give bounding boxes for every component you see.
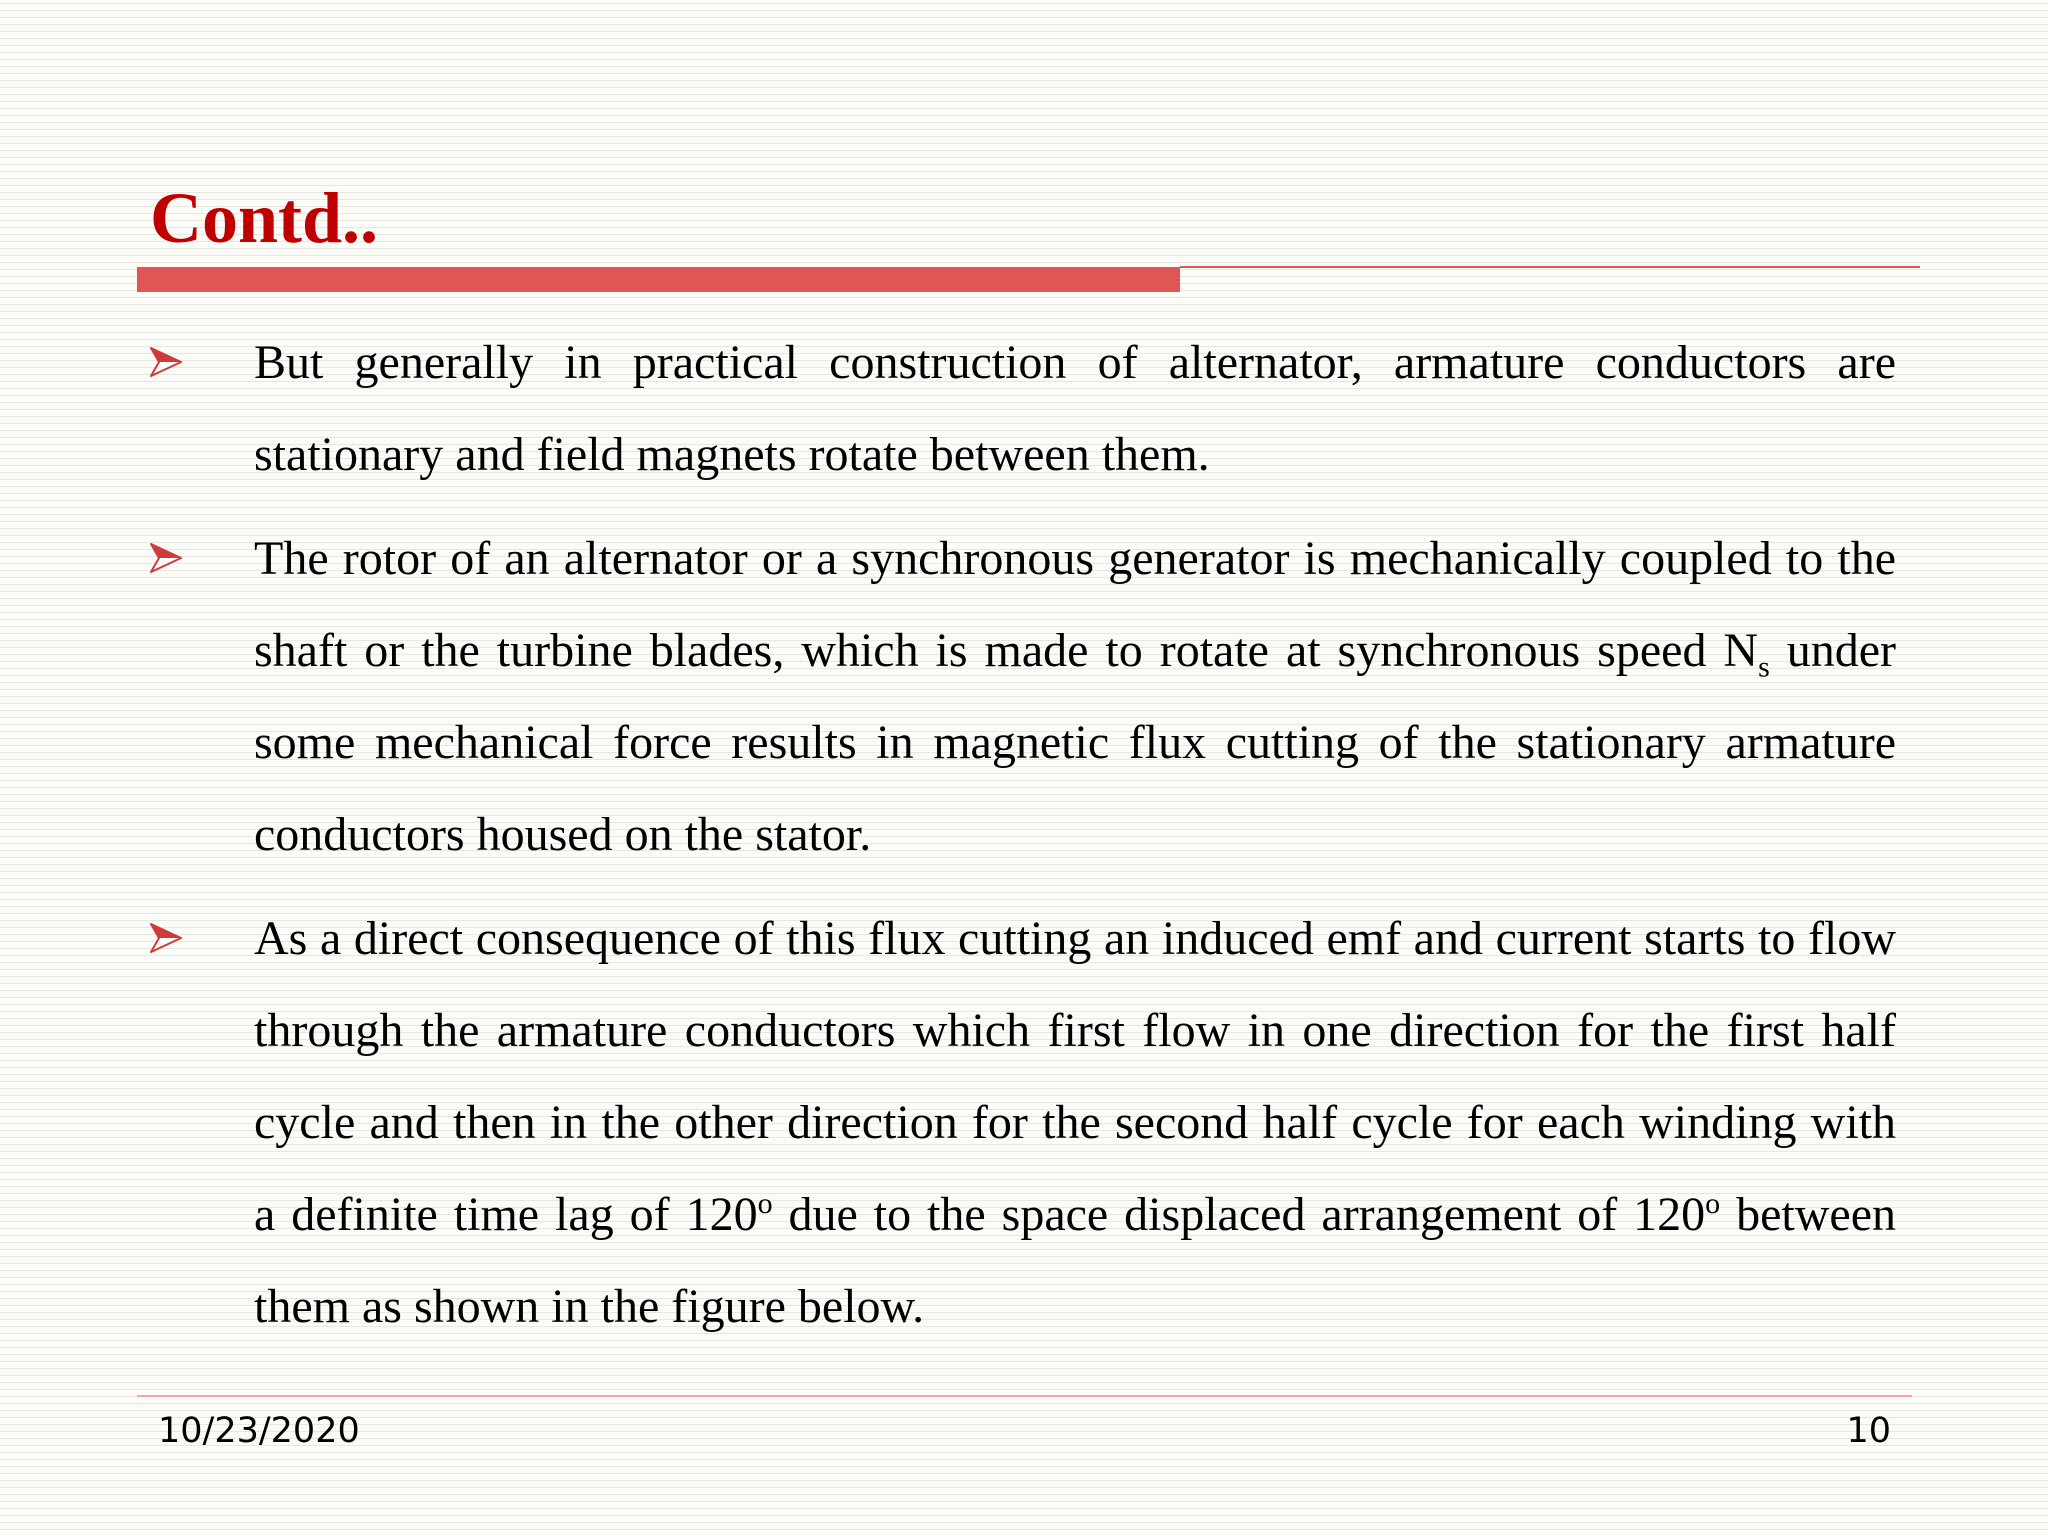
degree-superscript-1: o	[757, 1187, 773, 1220]
bullet-text-3	[254, 893, 1896, 1353]
bullet-text-3-part-2: due to the space displaced arrangement of 120	[772, 1188, 1706, 1241]
slide-title: Contd..	[150, 178, 379, 258]
bullet-text-2	[254, 513, 1896, 881]
bullet-text-2-part-2: under some mechanical force results in magnetic flux cutting of the stationary armature conductors housed on the stator.	[254, 624, 1896, 861]
bullet-text-3-part-1: As a direct consequence of this flux cutting an induced emf and current starts to flow through the armature conductors which first flow in one direction for the first half cycle and then in the other direction for the second half cycle for each winding with a definite time lag of 120	[254, 912, 1896, 1241]
footer-divider	[137, 1395, 1912, 1397]
bullet-text-3-part-3: between them as shown in the figure below.	[254, 1188, 1897, 1333]
footer-page-number: 10	[1846, 1411, 1891, 1451]
bullet-text-1: But generally in practical construction of alternator, armature conductors are stationary and field magnets rotate between them.	[254, 336, 1896, 481]
bullet-list	[150, 317, 1896, 1365]
arrowhead-bullet-icon	[150, 347, 182, 377]
arrowhead-bullet-icon	[150, 923, 182, 953]
title-underline-thin	[1180, 266, 1920, 268]
title-underline-thick	[137, 267, 1180, 292]
synchronous-speed-subscript: s	[1758, 650, 1770, 684]
degree-superscript-2: o	[1705, 1187, 1721, 1220]
arrowhead-bullet-icon	[150, 543, 182, 573]
bullet-item-3	[150, 893, 1896, 1353]
bullet-text-2-part-1: The rotor of an alternator or a synchronous generator is mechanically coupled to the shaft or the turbine blades, which is made to rotate at synchronous speed N	[254, 532, 1896, 677]
footer-date: 10/23/2020	[158, 1411, 360, 1451]
bullet-item-2	[150, 513, 1896, 881]
bullet-item-1	[150, 317, 1896, 501]
